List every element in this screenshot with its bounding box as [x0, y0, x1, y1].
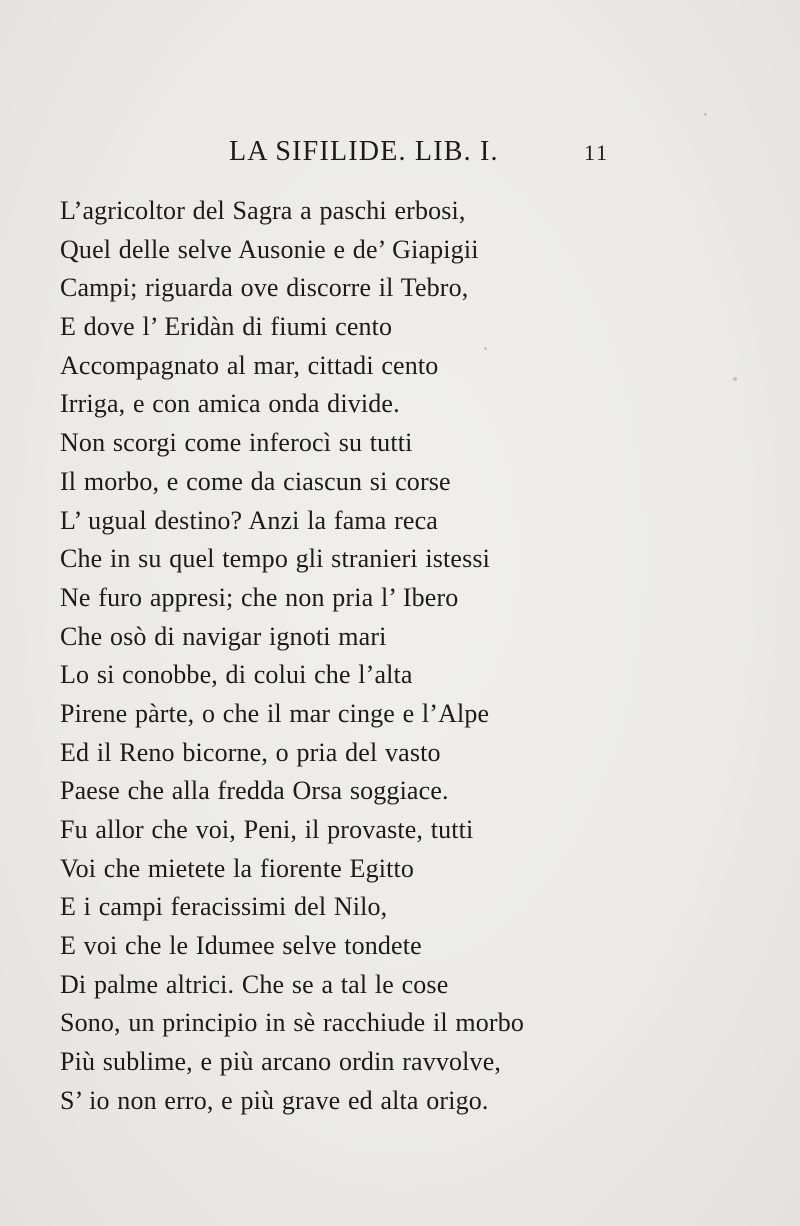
verse-line: Voi che mietete la fiorente Egitto — [60, 853, 415, 883]
running-head — [0, 136, 800, 172]
page-number: 11 — [584, 140, 610, 165]
verse-line: Lo si conobbe, di colui che l’alta — [60, 660, 413, 690]
verse-line: Non scorgi come inferocì su tutti — [60, 428, 413, 458]
verse-line: Di palme altrici. Che se a tal le cose — [60, 969, 449, 999]
verse-line: Il morbo, e come da ciascun si corse — [60, 466, 451, 496]
verse-line: E i campi feracissimi del Nilo, — [60, 892, 388, 922]
verse-line: Quel delle selve Ausonie e de’ Giapigii — [60, 234, 479, 264]
verse-line: E dove l’ Eridàn di fiumi cento — [60, 312, 393, 342]
verse-line: Pirene pàrte, o che il mar cinge e l’Alpe — [60, 698, 490, 728]
verse-line: Campi; riguarda ove discorre il Tebro, — [60, 273, 469, 303]
paper-speck — [704, 113, 707, 116]
verse-line: S’ io non erro, e più grave ed alta origo. — [60, 1085, 489, 1115]
verse-line: Ne furo appresi; che non pria l’ Ibero — [60, 582, 459, 612]
running-title: LA SIFILIDE. LIB. I. — [229, 136, 499, 167]
verse-line: Irriga, e con amica onda divide. — [60, 389, 400, 419]
verse-line: E voi che le Idumee selve tondete — [60, 931, 422, 961]
verse-line: Accompagnato al mar, cittadi cento — [60, 350, 439, 380]
verse-line: Ed il Reno bicorne, o pria del vasto — [60, 737, 441, 767]
verse-line: Che in su quel tempo gli stranieri istessi — [60, 544, 490, 574]
verse-block — [60, 192, 760, 1121]
verse-line: L’ ugual destino? Anzi la fama reca — [60, 505, 438, 535]
verse-line: Fu allor che voi, Peni, il provaste, tutti — [60, 815, 474, 844]
verse-line: Paese che alla fredda Orsa soggiace. — [60, 776, 449, 806]
verse-line: Sono, un principio in sè racchiude il morbo — [60, 1008, 525, 1038]
verse-line: L’agricoltor del Sagra a paschi erbosi, — [60, 196, 466, 225]
verse-line: Che osò di navigar ignoti mari — [60, 621, 387, 651]
verse-line: Più sublime, e più arcano ordin ravvolve, — [60, 1047, 502, 1077]
